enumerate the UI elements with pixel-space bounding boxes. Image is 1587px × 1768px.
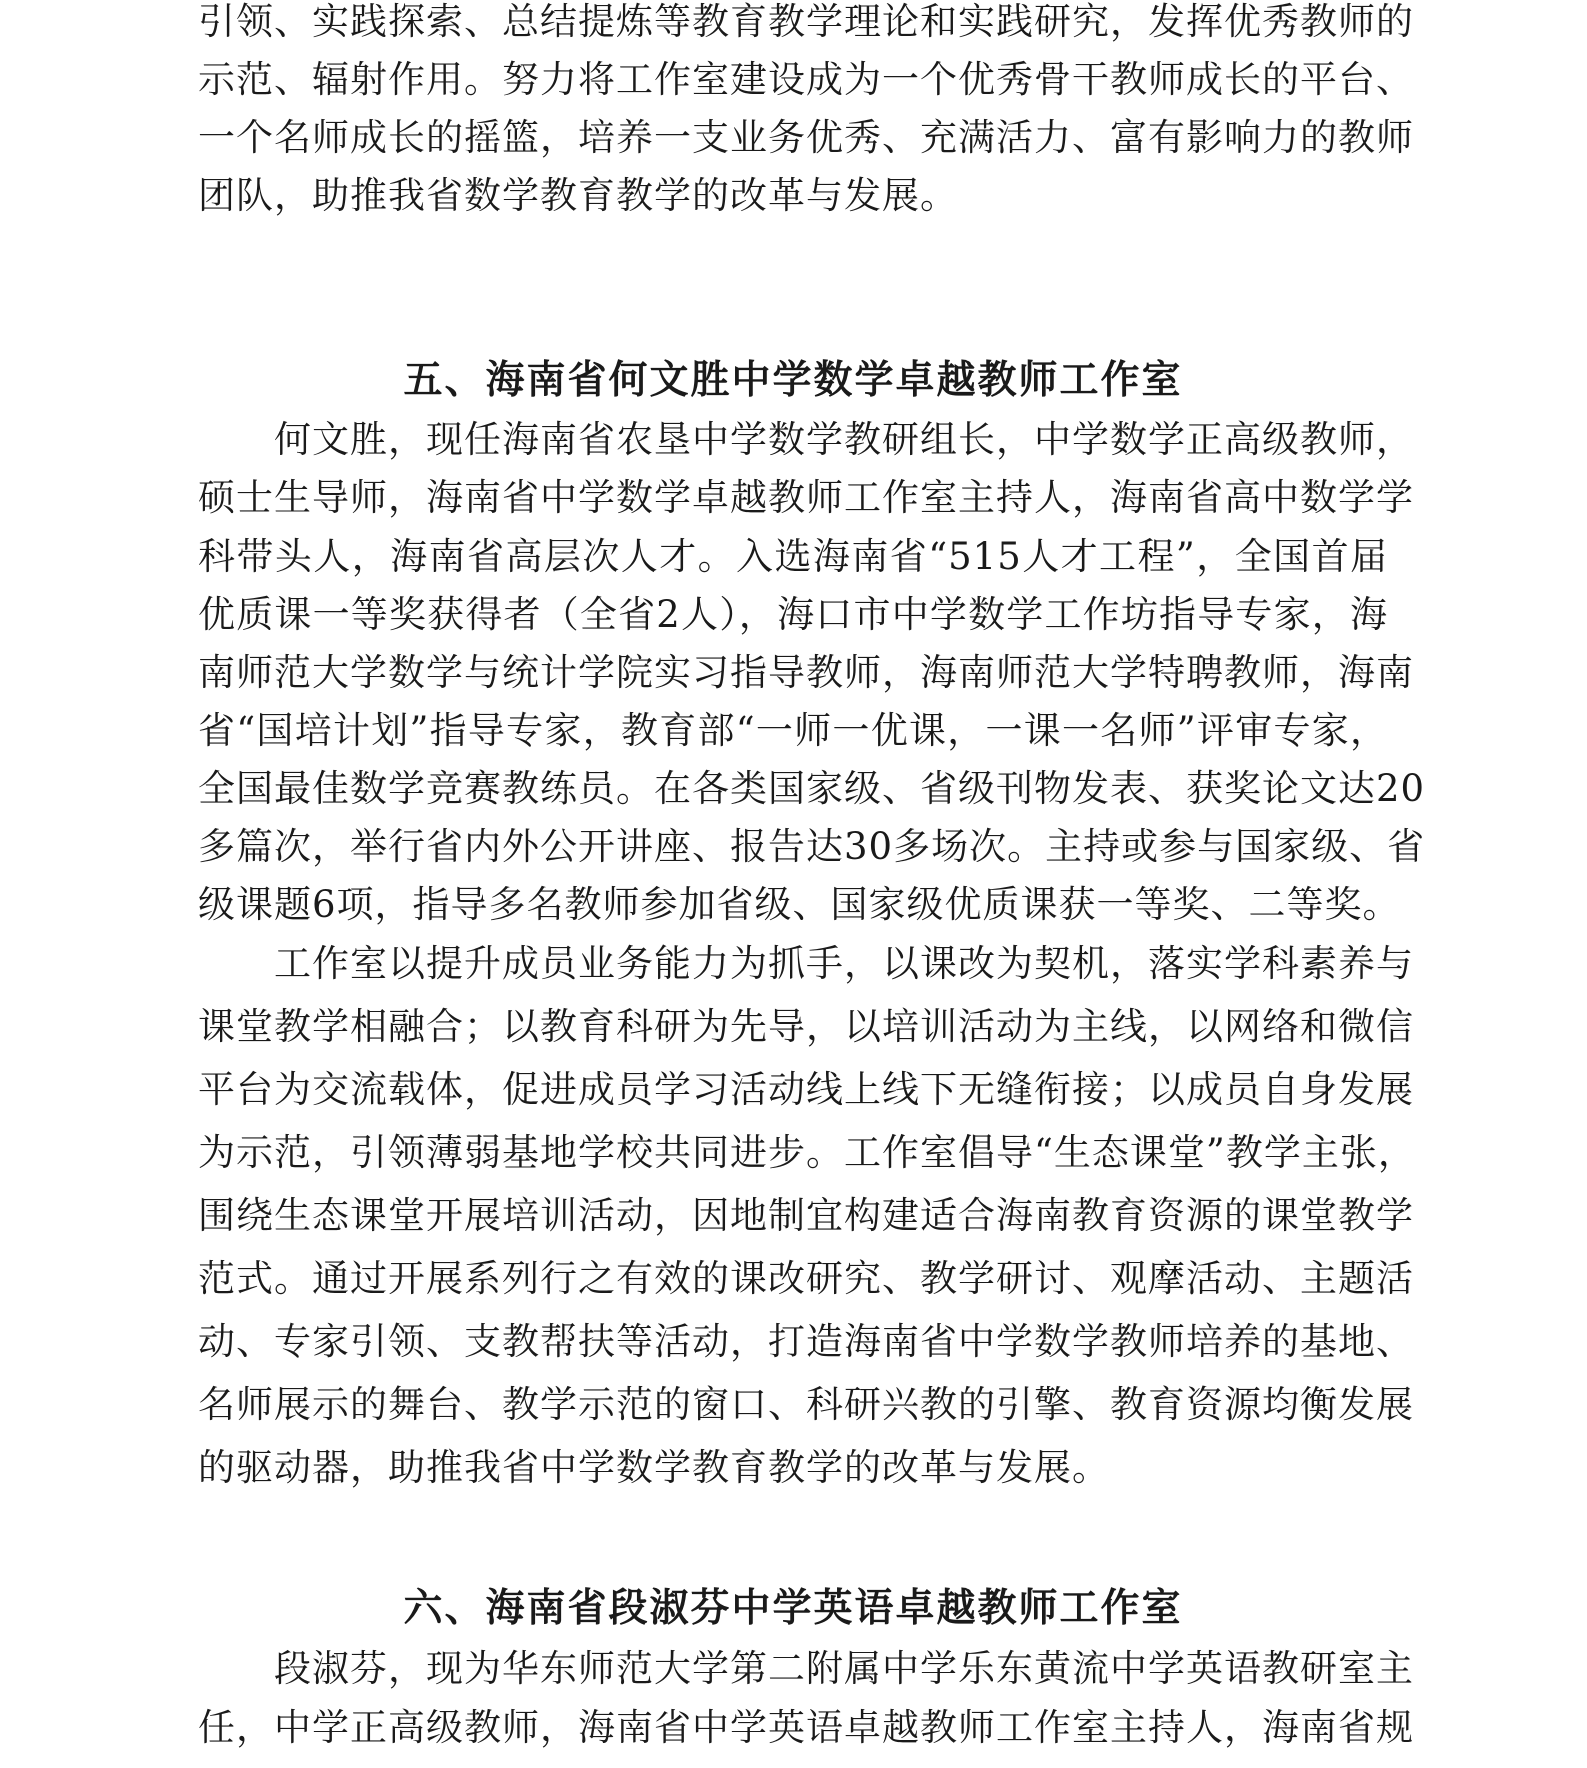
intro-line-4: 团队，助推我省数学教育教学的改革与发展。 — [198, 174, 958, 217]
s5-p2-line-5: 围绕生态课堂开展培训活动，因地制宜构建适合海南教育资源的课堂教学 — [198, 1194, 1414, 1237]
s5-p2-line-4: 为示范，引领薄弱基地学校共同进步。工作室倡导“生态课堂”教学主张， — [198, 1131, 1416, 1174]
s6-p1-line-2: 任，中学正高级教师，海南省中学英语卓越教师工作室主持人，海南省规 — [198, 1706, 1414, 1749]
s5-p2-line-7: 动、专家引领、支教帮扶等活动，打造海南省中学数学教师培养的基地、 — [198, 1320, 1414, 1363]
s5-p2-line-1: 工作室以提升成员业务能力为抓手，以课改为契机，落实学科素养与 — [198, 942, 1414, 985]
intro-line-2: 示范、辐射作用。努力将工作室建设成为一个优秀骨干教师成长的平台、 — [198, 58, 1414, 101]
section-6-heading: 六、海南省段淑芬中学英语卓越教师工作室 — [403, 1585, 1183, 1631]
s5-p1-line-7: 全国最佳数学竞赛教练员。在各类国家级、省级刊物发表、获奖论文达20 — [198, 767, 1426, 810]
section-5-heading: 五、海南省何文胜中学数学卓越教师工作室 — [403, 357, 1183, 403]
s5-p1-line-2: 硕士生导师，海南省中学数学卓越教师工作室主持人，海南省高中数学学 — [198, 476, 1414, 519]
s5-p1-line-1: 何文胜，现任海南省农垦中学数学教研组长，中学数学正高级教师， — [198, 418, 1414, 461]
s5-p2-line-9: 的驱动器，助推我省中学数学教育教学的改革与发展。 — [198, 1446, 1110, 1489]
s5-p2-line-3: 平台为交流载体，促进成员学习活动线上线下无缝衔接；以成员自身发展 — [198, 1068, 1414, 1111]
s5-p1-line-8: 多篇次，举行省内外公开讲座、报告达30多场次。主持或参与国家级、省 — [198, 825, 1426, 868]
s5-p2-line-8: 名师展示的舞台、教学示范的窗口、科研兴教的引擎、教育资源均衡发展 — [198, 1383, 1414, 1426]
s5-p1-line-5: 南师范大学数学与统计学院实习指导教师，海南师范大学特聘教师，海南 — [198, 651, 1414, 694]
s5-p1-line-4: 优质课一等奖获得者（全省2人），海口市中学数学工作坊指导专家，海 — [198, 593, 1388, 636]
s5-p1-line-6: 省“国培计划”指导专家，教育部“一师一优课，一课一名师”评审专家， — [198, 709, 1388, 752]
s6-p1-line-1: 段淑芬，现为华东师范大学第二附属中学乐东黄流中学英语教研室主 — [198, 1647, 1414, 1690]
intro-line-1: 引领、实践探索、总结提炼等教育教学理论和实践研究，发挥优秀教师的 — [198, 0, 1414, 43]
s5-p1-line-3: 科带头人，海南省高层次人才。入选海南省“515人才工程”，全国首届 — [198, 535, 1388, 578]
s5-p2-line-6: 范式。通过开展系列行之有效的课改研究、教学研讨、观摩活动、主题活 — [198, 1257, 1414, 1300]
s5-p1-line-9: 级课题6项，指导多名教师参加省级、国家级优质课获一等奖、二等奖。 — [198, 883, 1401, 926]
s5-p2-line-2: 课堂教学相融合；以教育科研为先导，以培训活动为主线，以网络和微信 — [198, 1005, 1414, 1048]
intro-line-3: 一个名师成长的摇篮，培养一支业务优秀、充满活力、富有影响力的教师 — [198, 116, 1414, 159]
